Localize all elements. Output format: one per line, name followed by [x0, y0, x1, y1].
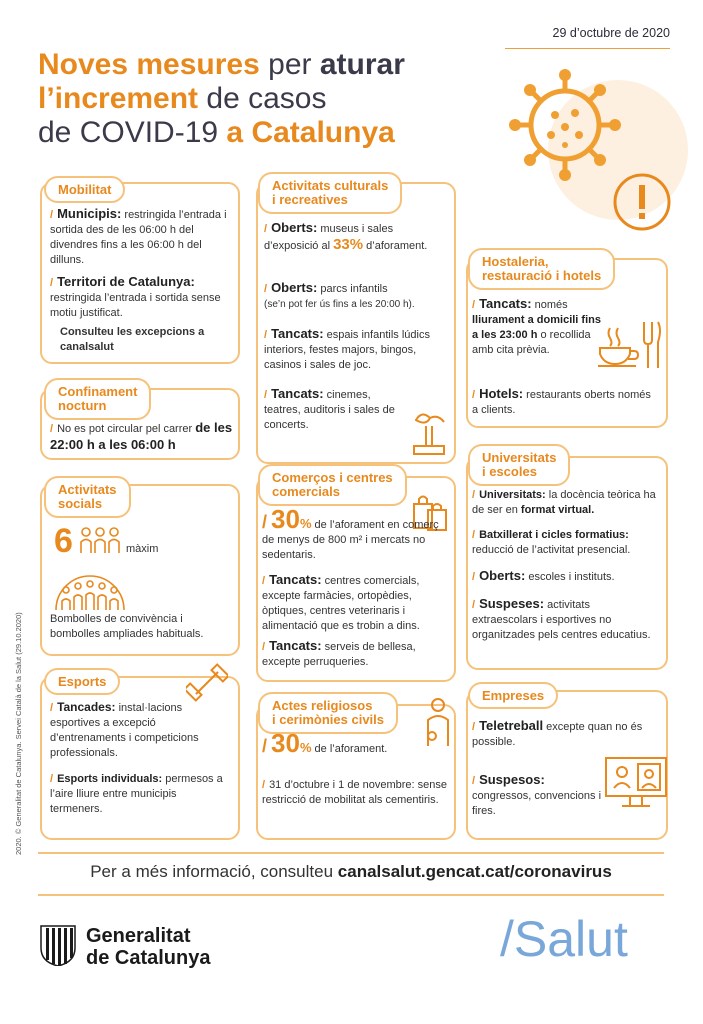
- item-text: permesos a l’aire lliure entre municipis termeners.: [50, 773, 223, 815]
- religiosos-item: / 30% de l’aforament.: [262, 728, 388, 758]
- item-bold: Esports individuals:: [57, 773, 163, 785]
- date: 29 d’octubre de 2020: [552, 26, 670, 40]
- hostaleria-item: / Hotels: restaurants oberts només a clients.: [472, 386, 651, 416]
- item-text: només: [531, 299, 568, 311]
- universitats-tag: [468, 444, 570, 486]
- page-title: [38, 48, 498, 150]
- title-part: de COVID-19: [38, 116, 227, 149]
- item-bold: format virtual.: [520, 504, 595, 516]
- item-bold: Tancats:: [269, 572, 322, 587]
- date-divider: [505, 48, 670, 49]
- universitats-item: / Batxillerat i cicles formatius: reducció de l’activitat presencial.: [472, 529, 631, 556]
- tag-line: i recreatives: [272, 192, 348, 207]
- people-icon: [78, 526, 122, 554]
- comercos-item: / 30% de l’aforament en comerç de menys de 800 m² i mercats no sedentaris.: [262, 504, 439, 561]
- item-text: centres comercials, excepte farmàcies, ortopèdies, òptiques, centres veterinaris i alimentació que es trobin a dins.: [262, 575, 420, 632]
- item-bold: Oberts:: [479, 568, 526, 583]
- tag-line: Confinament: [58, 384, 138, 399]
- mobilitat-item: / Territori de Catalunya: restringida l’entrada i sortida sense motiu justificat.: [50, 274, 221, 319]
- tag-line: Universitats: [482, 450, 557, 465]
- item-bold: Batxillerat i cicles formatius:: [479, 529, 629, 541]
- tag-line: comercials: [272, 484, 340, 499]
- item-bold: Universitats:: [479, 489, 546, 501]
- generalitat-logo-icon: [38, 922, 78, 966]
- excepcions-link[interactable]: Consulteu les excepcions a canalsalut: [60, 326, 205, 353]
- comercos-tag: [258, 464, 407, 506]
- item-bold: Suspesos:: [479, 772, 545, 787]
- comercos-item: / Tancats: serveis de bellesa, excepte perruqueries.: [262, 638, 416, 668]
- tag-line: Hostaleria,: [482, 254, 549, 269]
- confinament-tag: [44, 378, 151, 420]
- cultural-item: / Tancats: espais infantils lúdics interiors, festes majors, bingos, casinos i sales de joc.: [264, 326, 430, 371]
- item-text: 31 d’octubre i 1 de novembre: sense restricció de mobilitat als cementiris.: [262, 779, 448, 806]
- tag-line: Activitats culturals: [272, 178, 389, 193]
- item-text: reducció de l’activitat presencial.: [472, 544, 631, 556]
- item-bold: Oberts:: [271, 280, 318, 295]
- comercos-item: / Tancats: centres comercials, excepte farmàcies, ortopèdies, òptiques, centres veterinaris i alimentació que es trobin a dins.: [262, 572, 420, 632]
- item-bold: lliurament a domicili fins a les 23:00 h: [472, 314, 601, 341]
- ceremony-icon: [420, 696, 456, 748]
- hostaleria-tag: [468, 248, 615, 290]
- item-text: restaurants oberts només a clients.: [472, 389, 651, 416]
- item-text: de l’aforament en comerç de menys de 800 m² i mercats no sedentaris.: [262, 519, 439, 561]
- item-bold: Oberts:: [271, 220, 318, 235]
- item-bold: Territori de Catalunya:: [57, 274, 195, 289]
- item-text: excepte quan no és possible.: [472, 721, 643, 748]
- item-text: de l’aforament.: [311, 743, 388, 755]
- item-text: d’aforament.: [363, 240, 428, 252]
- esports-item: / Tancades: instal·lacions esportives a excepció d’entrenaments i competicions professionals.: [50, 700, 199, 759]
- brand-line: Generalitat: [86, 925, 191, 947]
- item-text: museus i sales d’exposició al: [264, 223, 394, 252]
- tag-line: restauració i hotels: [482, 268, 602, 283]
- religiosos-item: / 31 d’octubre i 1 de novembre: sense restricció de mobilitat als cementiris.: [262, 779, 448, 806]
- item-number: 30: [271, 728, 300, 758]
- tag-line: i escoles: [482, 464, 537, 479]
- tag-line: Comerços i centres: [272, 470, 393, 485]
- item-text: serveis de bellesa, excepte perruqueries.: [262, 641, 416, 668]
- item-text: la docència teòrica ha de ser en: [472, 489, 656, 516]
- item-text: escoles i instituts.: [525, 571, 615, 583]
- item-bold: Municipis:: [57, 206, 122, 221]
- item-text: parcs infantils: [317, 283, 388, 295]
- item-bold: Suspeses:: [479, 596, 545, 611]
- item-bold: de les 22:00 h a les 06:00 h: [50, 420, 233, 452]
- footer-divider-top: [38, 852, 664, 854]
- confinament-text: / No es pot circular pel carrer de les 22:00 h a les 06:00 h: [50, 420, 233, 452]
- socials-max: màxim: [126, 543, 159, 555]
- socials-text: Bombolles de convivència i bombolles ampliades habituals.: [50, 613, 204, 640]
- universitats-item: / Suspeses: activitats extraescolars i esportives no organitzades pels centres educatius.: [472, 596, 651, 641]
- item-bold: Tancats:: [271, 326, 324, 341]
- generalitat-logo-text: [86, 925, 210, 969]
- socials-number: 6: [54, 522, 73, 560]
- item-text: No es pot circular pel carrer: [57, 423, 196, 435]
- telework-icon: [604, 756, 668, 810]
- bubble-group-icon: [52, 566, 128, 612]
- empreses-item: / Suspesos: congressos, convencions i fires.: [472, 772, 602, 817]
- copyright-vertical: 2020. © Generalitat de Catalunya. Servei Català de la Salut (29.10.2020): [14, 612, 23, 855]
- dumbbell-icon: [186, 662, 228, 704]
- footer-text: Per a més informació, consulteu: [90, 862, 338, 881]
- title-part: aturar: [319, 48, 405, 81]
- item-text: cinemes, teatres, auditoris i sales de concerts.: [264, 389, 395, 431]
- title-part: a Catalunya: [226, 116, 395, 149]
- item-bold: Tancats:: [269, 638, 322, 653]
- item-bold: Hotels:: [479, 386, 524, 401]
- tag-line: nocturn: [58, 398, 107, 413]
- esports-tag: Esports: [44, 668, 120, 695]
- tag-line: i cerimònies civils: [272, 712, 385, 727]
- item-text: congressos, convencions i fires.: [472, 790, 602, 817]
- mobilitat-item: / Municipis: restringida l’entrada i sortida des de les 06:00 h del divendres fins a les 06:00 h del dilluns.: [50, 206, 227, 266]
- item-text: activitats extraescolars i esportives no organitzades pels centres educatius.: [472, 599, 651, 641]
- cultural-item: / Oberts: museus i sales d’exposició al 33% d’aforament.: [264, 220, 428, 253]
- item-text: restringida l’entrada i sortida des de les 06:00 h del divendres fins a les 06:00 h del dilluns.: [50, 209, 227, 266]
- item-text: o recollida amb cita prèvia.: [472, 329, 591, 356]
- empreses-tag: Empreses: [468, 682, 558, 709]
- virus-icon: [505, 65, 625, 185]
- tag-line: Actes religiosos: [272, 698, 373, 713]
- coffee-cutlery-icon: [596, 318, 664, 370]
- tag-line: Activitats: [58, 482, 117, 497]
- universitats-item: / Universitats: la docència teòrica ha de ser en format virtual.: [472, 489, 656, 516]
- socials-tag: [44, 476, 131, 518]
- item-bold: Teletreball: [479, 718, 544, 733]
- title-part: Noves mesures: [38, 48, 260, 81]
- theatre-icon: [408, 406, 452, 458]
- item-bold: Tancats:: [271, 386, 324, 401]
- item-text: espais infantils lúdics interiors, festes majors, bingos, casinos i sales de joc.: [264, 329, 430, 371]
- universitats-item: / Oberts: escoles i instituts.: [472, 568, 615, 583]
- item-text: (se’n pot fer ús fins a les 20:00 h).: [264, 299, 415, 310]
- cultural-tag: [258, 172, 402, 214]
- brand-line: de Catalunya: [86, 947, 211, 969]
- cultural-item: / Tancats: cinemes, teatres, auditoris i sales de concerts.: [264, 386, 395, 431]
- footer-info: [38, 862, 664, 882]
- hostaleria-item: / Tancats: només lliurament a domicili fins a les 23:00 h o recollida amb cita prèvia.: [472, 296, 601, 356]
- esports-item: / Esports individuals: permesos a l’aire lliure entre municipis termeners.: [50, 773, 223, 815]
- title-part: per: [259, 48, 320, 81]
- footer-divider-bottom: [38, 894, 664, 896]
- mobilitat-tag: Mobilitat: [44, 176, 125, 203]
- title-part: de casos: [198, 82, 327, 115]
- item-text: instal·lacions esportives a excepció d’entrenaments i competicions professionals.: [50, 702, 199, 759]
- salut-logo: /Salut: [500, 911, 628, 967]
- item-text: restringida l’entrada i sortida sense motiu justificat.: [50, 292, 221, 319]
- empreses-item: / Teletreball excepte quan no és possible.: [472, 718, 643, 748]
- item-number: %: [299, 516, 312, 531]
- item-bold: Tancats:: [479, 296, 532, 311]
- item-number: %: [299, 740, 312, 755]
- item-number: 33%: [333, 236, 364, 253]
- canalsalut-link[interactable]: canalsalut.gencat.cat/coronavirus: [337, 862, 612, 881]
- item-bold: Tancades:: [57, 700, 116, 714]
- warning-icon: [612, 172, 672, 232]
- item-number: 30: [271, 504, 300, 534]
- title-part: l’increment: [38, 82, 199, 115]
- cultural-item: / Oberts: parcs infantils (se’n pot fer ús fins a les 20:00 h).: [264, 280, 415, 310]
- tag-line: socials: [58, 496, 103, 511]
